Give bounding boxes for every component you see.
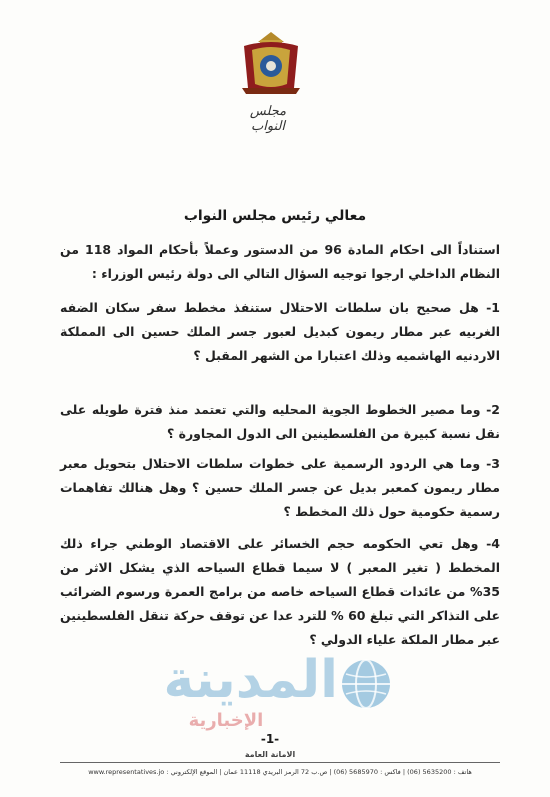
page-number: -1- — [260, 732, 280, 746]
globe-icon — [338, 656, 394, 712]
question-1: 1- هل صحيح بان سلطات الاحتلال ستنفذ مخطط سفر سكان الضفه الغربيه عبر مطار ريمون كبديل لعبور جسر الملك حسين الى المملكة الاردنيه الهاشميه وذلك اعتبارا من الشهر المقبل ؟ — [60, 300, 500, 363]
intro-paragraph: استناداً الى احكام المادة 96 من الدستور وعملاً بأحكام المواد 118 من النظام الداخلي ارجوا توجيه السؤال التالي الى دولة رئيس الوزراء : — [60, 242, 500, 281]
watermark-subtext: الإخبارية — [188, 710, 264, 731]
question-3: 3- وما هي الردود الرسمية على خطوات سلطات الاحتلال بتحويل معبر مطار ريمون كمعبر بديل عن جسر الملك حسين ؟ وهل هنالك تفاهمات رسمية حكومية حول ذلك المخطط ؟ — [60, 456, 500, 519]
question-2: 2- وما مصير الخطوط الجوية المحليه والتي تعتمد منذ فترة طويله على نقل نسبة كبيرة من الفلسطينين الى الدول المجاورة ؟ — [60, 402, 500, 441]
jordan-royal-crest-icon — [238, 30, 304, 96]
letter-heading: معالي رئيس مجلس النواب — [183, 208, 367, 224]
footer-title: الامانة العامة — [244, 750, 296, 759]
parliament-signature: مجلس النواب — [249, 104, 287, 134]
footer-divider — [60, 762, 500, 763]
question-4: 4- وهل تعي الحكومه حجم الخسائر على الاقتصاد الوطني جراء ذلك المخطط ( تغير المعبر ) لا سيما قطاع السياحه الذي يشكل الاثر من 35% من عائدات قطاع السياحه خاصه من برامج العمرة ورسوم الضرائب على التذاكر التي تبلغ 60 % للترد عدا عن توقف حركة تنقل الفلسطينين عبر مطار الملكة علياء الدولي ؟ — [60, 536, 500, 647]
footer-contact: هاتف : 5635200 (06) | فاكس : 5685970 (06) | ص.ب 72 الرمز البريدي 11118 عمان | الموقع الإلكتروني : www.representatives.jo — [88, 768, 472, 776]
watermark-text: المدينة — [163, 650, 338, 710]
